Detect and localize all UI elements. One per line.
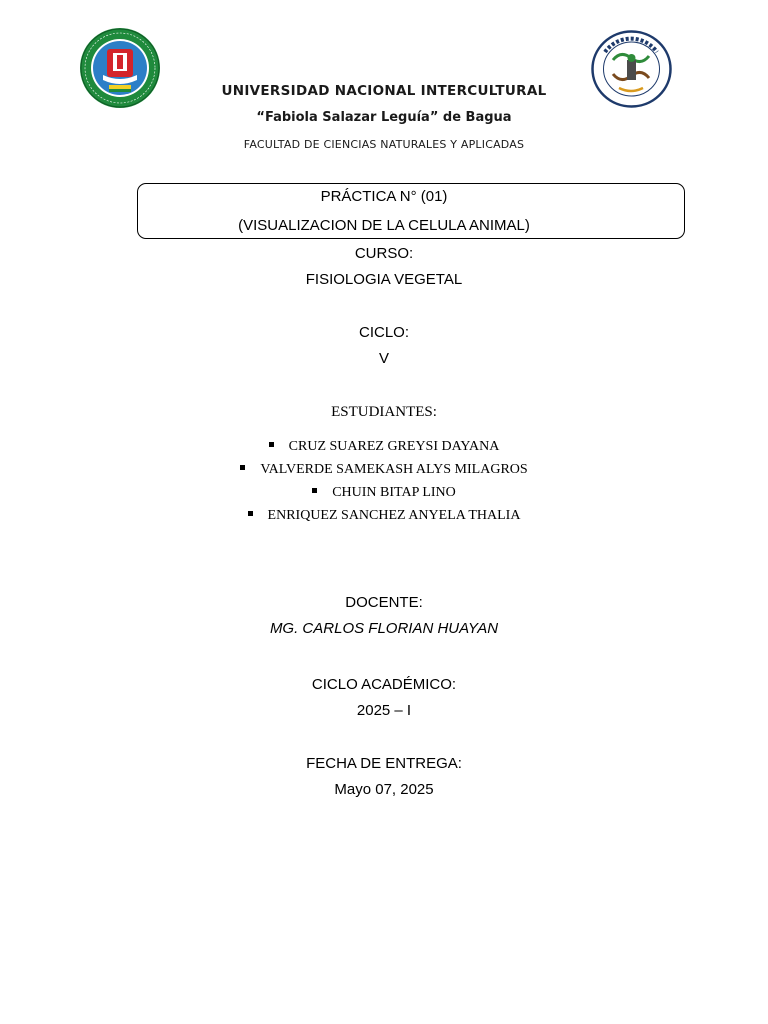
delivery-date-value: Mayo 07, 2025 xyxy=(334,781,434,798)
cycle-value: V xyxy=(378,350,389,367)
cycle-label: CICLO: xyxy=(358,324,409,341)
student-item xyxy=(0,437,768,460)
delivery-date-label: FECHA DE ENTREGA: xyxy=(306,755,462,772)
student-item xyxy=(0,483,768,506)
bullet-icon xyxy=(312,488,317,493)
teacher-name: MG. CARLOS FLORIAN HUAYAN xyxy=(269,620,499,637)
students-label: ESTUDIANTES: xyxy=(331,404,437,420)
student-name: VALVERDE SAMEKASH ALYS MILAGROS xyxy=(260,462,528,477)
bullet-icon xyxy=(248,511,253,516)
university-name: UNIVERSIDAD NACIONAL INTERCULTURAL xyxy=(221,83,547,99)
student-name: CRUZ SUAREZ GREYSI DAYANA xyxy=(288,439,500,454)
faculty-name: FACULTAD DE CIENCIAS NATURALES Y APLICADAS xyxy=(243,138,525,151)
practice-subtitle: (VISUALIZACION DE LA CELULA ANIMAL) xyxy=(238,217,530,234)
students-list xyxy=(0,437,768,529)
student-name: CHUIN BITAP LINO xyxy=(332,485,456,500)
course-value: FISIOLOGIA VEGETAL xyxy=(305,271,463,288)
university-subtitle: “Fabiola Salazar Leguía” de Bagua xyxy=(256,110,512,125)
bullet-icon xyxy=(240,465,245,470)
student-item xyxy=(0,460,768,483)
practice-title: PRÁCTICA N° (01) xyxy=(320,188,448,205)
course-label: CURSO: xyxy=(354,245,414,262)
student-item xyxy=(0,506,768,529)
academic-cycle-value: 2025 – I xyxy=(356,702,412,719)
student-name: ENRIQUEZ SANCHEZ ANYELA THALIA xyxy=(267,508,521,523)
teacher-label: DOCENTE: xyxy=(345,594,423,611)
bullet-icon xyxy=(269,442,274,447)
academic-cycle-label: CICLO ACADÉMICO: xyxy=(311,676,457,693)
